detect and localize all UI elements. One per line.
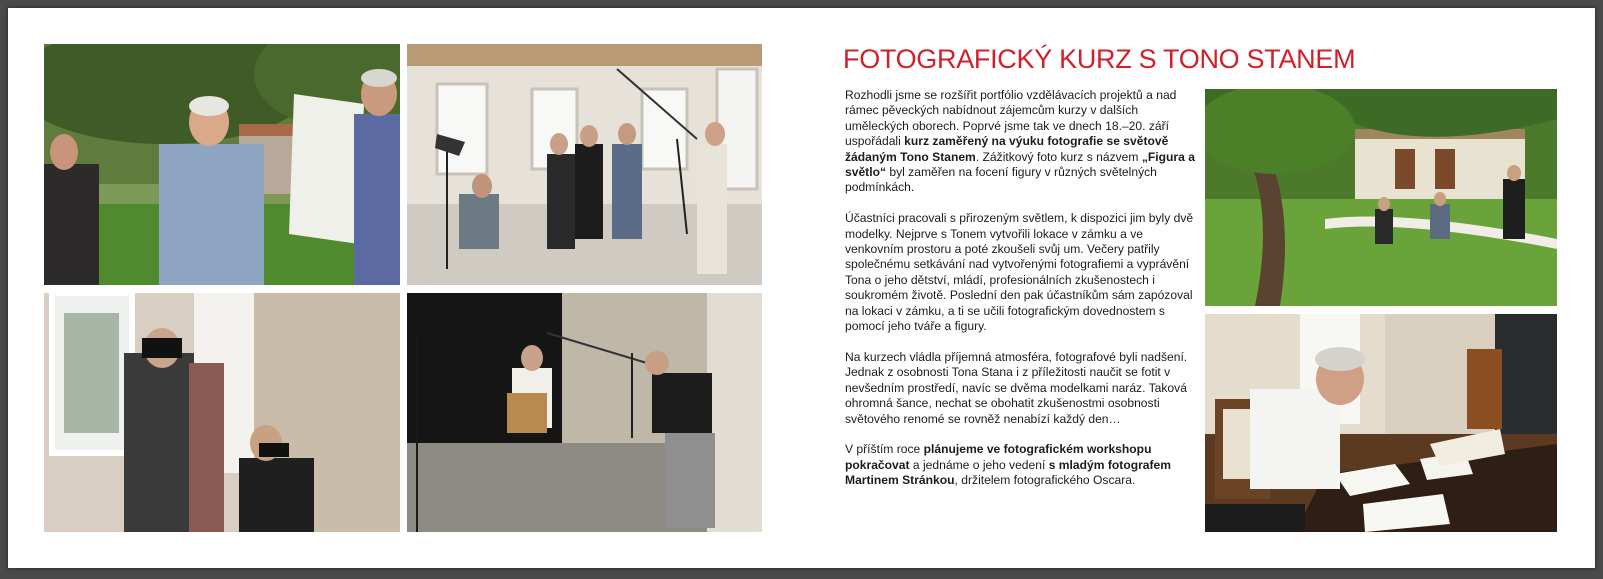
photo-photographers-window (44, 293, 400, 532)
paragraph-participants (845, 211, 1195, 334)
paragraph-atmosphere (845, 350, 1195, 427)
text-run: V příštím roce (845, 442, 924, 457)
text-run: byl zaměřen na focení figury v různých světelných podmínkách. (845, 165, 1157, 195)
text-run: a jednáme o jeho vedení (909, 457, 1049, 472)
text-run: Na kurzech vládla příjemná atmosféra, fotografové byli nadšení. Jednak z osobnosti Tona Stana i z příležitosti naučit se fotit v nevšedním prostředí, navíc se dvěma modelkami naráz. Taková ohromná šance, nechat se obohatit zkušenostmi osobnosti světového renomé se rovněž nenabízí každý den… (845, 349, 1188, 426)
text-run: . Zážitkový foto kurz s názvem (975, 149, 1142, 164)
article-title: FOTOGRAFICKÝ KURZ S TONO STANEM (843, 44, 1356, 74)
text-run: Rozhodli jsme se rozšířit portfólio vzdělávacích projektů a nad rámec pěveckých nabídnout zájemcům kurzy v dalších uměleckých oborech. Poprvé jsme tak ve dnech 18.–20. září uspořádali (845, 88, 1177, 149)
photo-studio-portrait (407, 293, 762, 532)
text-run-bold: s mladým fotografem Martinem Stránkou (845, 457, 1172, 488)
paragraph-intro (845, 88, 1195, 196)
text-run-bold: „Figura a světlo“ (845, 149, 1195, 180)
text-run: Účastníci pracovali s přirozeným světlem, k dispozici jim byly dvě modelky. Nejprve s Tonem vytvořili lokace v zámku a ve venkovním prostoru a poté zkoušeli svůj um. Večery patřily společnému setkávání nad vytvořenými fotografiemi a vyprávění Tona o jeho dětství, mládí, profesionálních zkušenostech i soukromém životě. Poslední den pak účastníkům sám zapózoval na lokaci v zámku, a ti se učili fotografickým dovednostem s pomocí jeho tváře a figury. (845, 211, 1194, 334)
text-run-bold: plánujeme ve fotografickém workshopu pokračovat (845, 442, 1152, 472)
photo-studio-group (407, 44, 762, 285)
article-body (845, 88, 1195, 504)
text-run-bold: kurz zaměřený na výuku fotografie se světově žádaným Tono Stanem (845, 134, 1169, 164)
brochure-spread (8, 8, 1595, 568)
photo-signing-book (1205, 314, 1557, 532)
text-run: , držitelem fotografického Oscara. (954, 473, 1136, 488)
paragraph-next-year (845, 442, 1195, 488)
photo-lawn-shoot (1205, 89, 1557, 306)
photo-garden-group (44, 44, 400, 285)
